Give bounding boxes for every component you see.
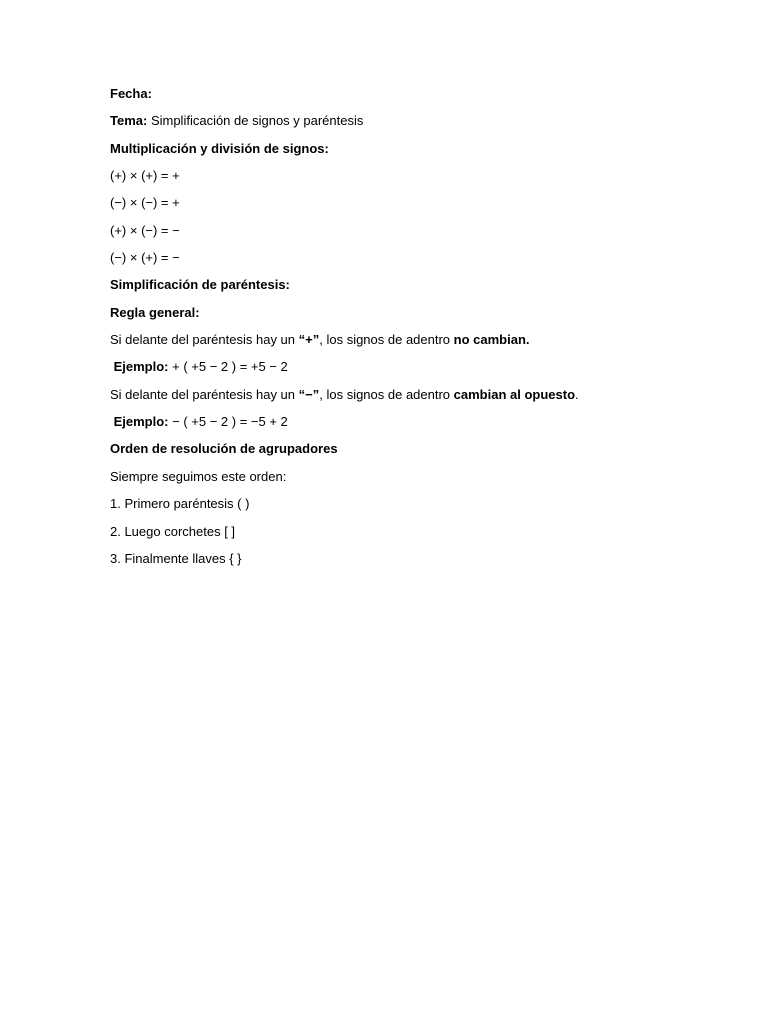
- section-heading-signs: Multiplicación y división de signos:: [110, 140, 329, 156]
- plus-example-text: + ( +5 − 2 ) = +5 − 2: [168, 359, 288, 375]
- minus-rule-sign: “−”: [298, 386, 320, 402]
- plus-rule-before: Si delante del paréntesis hay un: [110, 332, 299, 348]
- sign-rule-1: (+) × (+) = +: [110, 168, 180, 184]
- tema-label: Tema:: [110, 113, 148, 129]
- minus-example-label: Ejemplo:: [110, 414, 169, 430]
- plus-rule-emphasis: no cambian.: [453, 332, 530, 348]
- fecha-line: Fecha:: [110, 86, 152, 101]
- tema-line: [110, 112, 710, 129]
- minus-rule-middle: , los signos de adentro: [319, 386, 454, 402]
- sign-rule-4: (−) × (+) = −: [110, 250, 180, 266]
- minus-example-text: − ( +5 − 2 ) = −5 + 2: [168, 414, 288, 430]
- order-step-3: 3. Finalmente llaves { }: [110, 550, 242, 566]
- minus-rule-line: [110, 386, 710, 403]
- minus-example-line: [110, 413, 710, 430]
- sign-rule-3: (+) × (−) = −: [110, 222, 180, 238]
- tema-text: Simplificación de signos y paréntesis: [147, 113, 364, 129]
- minus-rule-after: .: [575, 386, 579, 402]
- document-page: [110, 85, 710, 577]
- sign-rule-2: (−) × (−) = +: [110, 195, 180, 211]
- plus-rule-sign: “+”: [298, 332, 320, 348]
- minus-rule-before: Si delante del paréntesis hay un: [110, 386, 299, 402]
- order-step-1: 1. Primero paréntesis ( ): [110, 496, 250, 512]
- general-rule-heading: Regla general:: [110, 304, 200, 320]
- plus-rule-line: [110, 331, 710, 348]
- plus-example-label: Ejemplo:: [110, 359, 169, 375]
- order-intro: Siempre seguimos este orden:: [110, 468, 287, 484]
- section-heading-order: Orden de resolución de agrupadores: [110, 441, 338, 457]
- order-step-2: 2. Luego corchetes [ ]: [110, 523, 236, 539]
- minus-rule-emphasis: cambian al opuesto: [453, 386, 576, 402]
- plus-example-line: [110, 358, 710, 375]
- plus-rule-middle: , los signos de adentro: [319, 332, 454, 348]
- section-heading-parentheses: Simplificación de paréntesis:: [110, 277, 290, 293]
